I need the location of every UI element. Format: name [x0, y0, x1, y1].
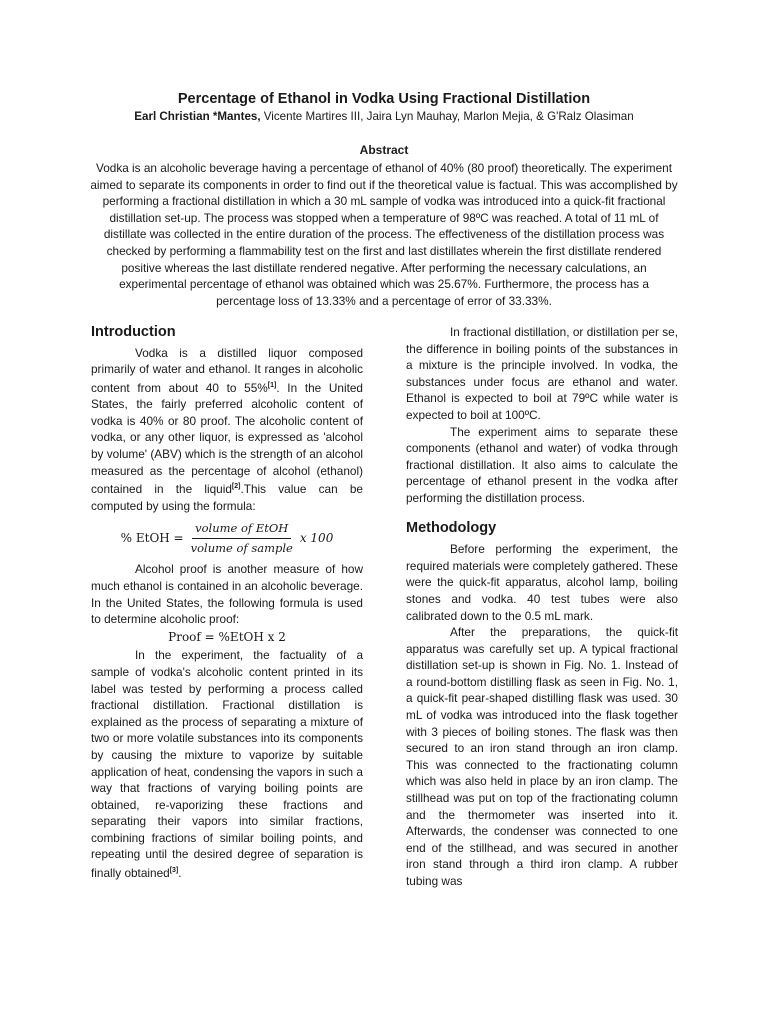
equation-numerator: volume of EtOH: [192, 520, 291, 539]
intro-p1b-text: . In the United States, the fairly preferred alcoholic content of vodka is 40% or 80 proof. The alcoholic content of vodka, or any other liquor, is expressed as 'alcohol by volume' (ABV) which is the strength of an alcohol measured as the percentage of alcohol (ethanol) contained in the liquid: [91, 380, 363, 497]
ethanol-percent-equation: [91, 518, 363, 558]
intro-paragraph-2: Alcohol proof is another measure of how much ethanol is contained in an alcoholic beverage. In the United States, the following formula is used to determine alcoholic proof:: [91, 562, 363, 627]
equation-lhs: % EtOH =: [120, 531, 184, 546]
method-paragraph-2: After the preparations, the quick-fit apparatus was carefully set up. A typical fractional distillation set-up is shown in Fig. No. 1. Instead of a round-bottom distilling flask as seen in Fig. No. 1, a quick-fit pear-shaped distilling flask was used. 30 mL of vodka was introduced into the flask together with 3 pieces of boiling stones. The flask was then secured to an iron stand through an iron clamp. This was connected to the fractionating column which was also held in place by an iron clamp. The stillhead was put on top of the fractionating column and the thermometer was inserted into it. Afterwards, the condenser was connected to one end of the stillhead, and was secured in another iron stand through a third iron clamp. A rubber tubing was: [406, 625, 678, 888]
intro-paragraph-5: The experiment aims to separate these components (ethanol and water) of vodka through fractional distillation. It also aims to calculate the percentage of ethanol present in the vodka after performing the distillation process.: [406, 424, 678, 505]
method-paragraph-1: Before performing the experiment, the required materials were completely gathered. These were the quick-fit apparatus, alcohol lamp, boiling stones and vodka. 40 test tubes were also calibrated down to the 0.5 mL mark.: [406, 542, 678, 623]
introduction-heading: Introduction: [91, 324, 176, 340]
intro-p3b-text: .: [178, 865, 182, 880]
intro-p1-text: Vodka is a distilled liquor composed primarily of water and ethanol. It ranges in alcoholic content from about 40 to 55%: [91, 345, 363, 395]
intro-p3-text: In the experiment, the factuality of a sample of vodka's alcoholic content printed in its label was tested by performing a process called fractional distillation. Fractional distillation is explained as the process of separating a mixture of two or more volatile substances into its components by causing the mixture to vaporize by suitable application of heat, condensing the vapors in such a way that fractions of varying boiling points are obtained, re-vaporizing these fractions and separating their vapors into similar fractions, combining fractions of similar boiling points, and repeating until the desired degree of separation is finally obtained: [91, 648, 363, 880]
equation-denominator: volume of sample: [190, 540, 293, 555]
proof-equation: Proof = %EtOH x 2: [168, 629, 286, 644]
reference-2: [2]: [231, 483, 241, 491]
reference-3: [3]: [169, 867, 179, 875]
co-authors: Vicente Martires III, Jaira Lyn Mauhay, Marlon Mejia, & G'Ralz Olasiman: [260, 110, 634, 123]
intro-p1c-text: .This value can be computed by using the formula:: [91, 482, 363, 513]
abstract-text: Vodka is an alcoholic beverage having a percentage of ethanol of 40% (80 proof) theoretically. The experiment aimed to separate its components in order to find out if the theoretical value is factual. This was accomplished by performing a fractional distillation in which a 30 mL sample of vodka was introduced into a quick-fit fractional distillation set-up. The process was stopped when a temperature of 98ºC was reached. A total of 11 mL of distillate was collected in the entire duration of the process. The effectiveness of the distillation process was checked by performing a flammability test on the first and last distillates wherein the first distillate rendered positive whereas the last distillate rendered negative. After performing the necessary calculations, an experimental percentage of ethanol was obtained which was 25.67%. Furthermore, the process has a percentage loss of 13.33% and a percentage of error of 33.33%.: [90, 161, 678, 308]
left-column: [91, 324, 363, 882]
lead-author: Earl Christian *Mantes,: [134, 110, 261, 123]
equation-rhs: x 100: [299, 531, 334, 546]
author-list: [0, 110, 768, 123]
reference-1: [1]: [267, 381, 277, 389]
intro-paragraph-4: In fractional distillation, or distillation per se, the difference in boiling points of the substances in a mixture is the principle involved. In vodka, the substances under focus are ethanol and water. Ethanol is expected to boil at 79ºC while water is expected to boil at 100ºC.: [406, 325, 678, 422]
right-column: [406, 324, 678, 890]
abstract-heading: Abstract: [359, 143, 409, 157]
paper-title: Percentage of Ethanol in Vodka Using Fractional Distillation: [177, 91, 591, 107]
equation-fraction: [188, 520, 296, 556]
intro-paragraph-1: [91, 345, 363, 515]
intro-paragraph-3: [91, 647, 363, 881]
methodology-heading: Methodology: [406, 519, 497, 536]
